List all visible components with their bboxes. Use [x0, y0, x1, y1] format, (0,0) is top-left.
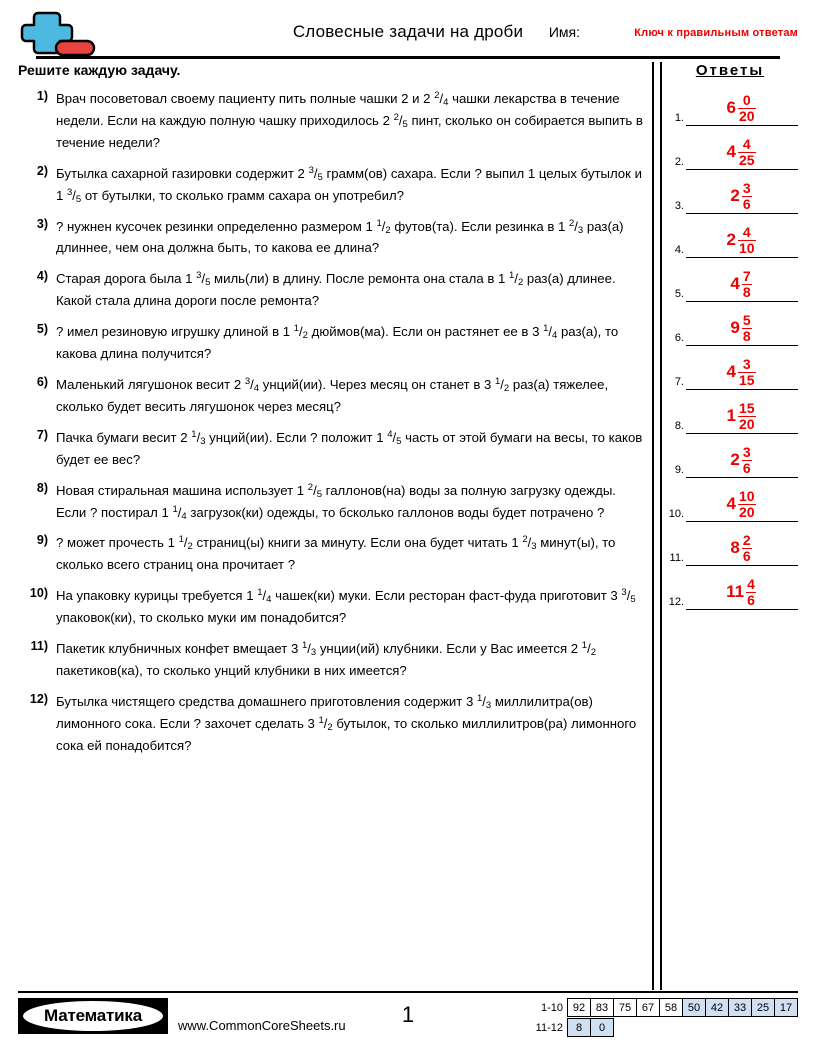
answer-index: 12. — [668, 596, 684, 608]
fraction-numerator: 1 — [494, 375, 501, 387]
fraction-numerator: 1 — [476, 692, 483, 704]
inline-fraction — [495, 377, 509, 394]
fraction-numerator: 2 — [434, 90, 440, 101]
fraction-slash: / — [514, 271, 518, 287]
answer-index: 7. — [674, 376, 684, 388]
answer-value — [686, 489, 796, 519]
score-cell: 0 — [590, 1018, 614, 1037]
inline-fraction — [245, 377, 259, 394]
stacked-fraction — [738, 489, 756, 519]
problem-text: Врач посоветовал своему пациенту пить полные чашки 2 и 2 $^2$/4 чашки лекарства в течение недели. Если на каждую полную чашку приходилось 2 $^2$/5 пинт, сколько он собирается выпить в течение недели? — [56, 90, 643, 150]
mixed-number — [726, 93, 755, 123]
score-row — [523, 1018, 798, 1037]
answer-row — [662, 258, 798, 302]
inline-fraction — [582, 641, 596, 658]
site-url: www.CommonCoreSheets.ru — [178, 1018, 346, 1033]
stacked-fraction — [742, 313, 752, 343]
answer-row — [662, 390, 798, 434]
problem-item — [18, 321, 646, 365]
fraction-numerator: 1 — [543, 323, 549, 335]
answer-row — [662, 302, 798, 346]
fraction-numerator: 2 — [393, 111, 399, 123]
fraction-numerator: 2 — [307, 481, 314, 493]
mixed-number — [730, 181, 751, 211]
problem-item — [18, 88, 646, 154]
problem-number: 5) — [36, 322, 48, 337]
fraction-numerator: 1 — [178, 534, 184, 546]
problem-text: Старая дорога была 1 $^3$/5 миль(ли) в длину. После ремонта она стала в 1 $^1$/2 раз(а) длинее. Какой стала длина дороги после ремонта? — [56, 270, 616, 309]
inline-fraction — [67, 188, 81, 205]
whole-part: 4 — [726, 142, 736, 162]
stacked-fraction — [738, 225, 756, 255]
fraction-denominator: 5 — [317, 171, 323, 183]
score-cell: 50 — [682, 998, 706, 1017]
footer-divider — [18, 991, 798, 993]
brand-label: Математика — [44, 1006, 142, 1025]
problem-item — [18, 480, 646, 524]
answer-index: 1. — [674, 112, 684, 124]
problem-number: 11) — [30, 639, 48, 654]
whole-part: 11 — [726, 582, 745, 602]
answer-value — [686, 445, 796, 475]
fraction-numerator: 1 — [191, 428, 197, 440]
fraction-slash: / — [299, 324, 303, 340]
fraction-denominator: 4 — [552, 330, 558, 342]
fraction-slash: / — [626, 588, 631, 604]
score-cell: 67 — [636, 998, 660, 1017]
fraction-slash: / — [72, 187, 76, 203]
fraction-numerator: 3 — [742, 444, 751, 461]
fraction-denominator: 3 — [310, 647, 317, 659]
fraction-numerator: 10 — [738, 488, 755, 505]
score-cell: 75 — [613, 998, 637, 1017]
fraction-denominator: 5 — [396, 435, 402, 447]
problem-number: 12) — [29, 691, 48, 706]
fraction-numerator: 4 — [738, 225, 756, 240]
score-cell: 83 — [590, 998, 614, 1017]
whole-part: 4 — [726, 494, 736, 514]
fraction-numerator: 2 — [569, 217, 575, 229]
inline-fraction — [294, 324, 308, 341]
whole-part: 4 — [726, 362, 736, 382]
problem-text: ? нужнен кусочек резинки определенно размером 1 $^1$/2 футов(та). Если резинка в 1 $^2$/3 раз(а) длиннее, чем она должна быть, то какова ее длина? — [56, 217, 624, 256]
answer-value — [686, 313, 796, 343]
fraction-denominator: 6 — [742, 195, 751, 212]
mixed-number — [726, 489, 755, 519]
inline-fraction — [191, 430, 205, 447]
fraction-denominator: 8 — [742, 283, 751, 300]
inline-fraction — [302, 641, 316, 658]
problem-text: Пачка бумаги весит 2 $^1$/3 унций(ии). Если ? положит 1 $^4$/5 часть от этой бумаги на весы, то каков будет ее вес? — [56, 428, 643, 467]
fraction-denominator: 2 — [503, 382, 510, 394]
whole-part: 9 — [730, 318, 740, 338]
problem-text: Маленький лягушонок весит 2 $^3$/4 унций(ии). Через месяц он станет в 3 $^1$/2 раз(а) тяжелее, сколько будет весить лягушонок через месяц? — [56, 375, 609, 414]
fraction-denominator: 2 — [590, 647, 596, 659]
score-cell: 17 — [774, 998, 798, 1017]
answer-row — [662, 434, 798, 478]
answer-index: 3. — [674, 200, 684, 212]
fraction-numerator: 1 — [293, 323, 300, 335]
answer-value — [686, 269, 796, 299]
fraction-numerator: 3 — [742, 180, 751, 197]
fraction-denominator: 20 — [738, 107, 755, 124]
mixed-number — [730, 445, 751, 475]
answer-index: 11. — [669, 552, 684, 564]
fraction-denominator: 5 — [75, 193, 82, 205]
fraction-slash: / — [307, 641, 311, 657]
fraction-slash: / — [548, 324, 552, 340]
problem-number: 10) — [29, 586, 48, 601]
problem-text: На упаковку курицы требуется 1 $^1$/4 чашек(ки) муки. Если ресторан фаст-фуда приготовит 3 $^3$/5 упаковок(ки), то сколько муки им понадобится? — [56, 587, 636, 626]
answer-row — [662, 82, 798, 126]
fraction-denominator: 5 — [316, 488, 323, 500]
inline-fraction — [509, 271, 523, 288]
fraction-slash: / — [482, 693, 486, 709]
stacked-fraction — [746, 577, 756, 607]
answer-rule — [686, 609, 798, 610]
fraction-denominator: 3 — [531, 541, 537, 553]
answer-index: 5. — [674, 288, 684, 300]
fraction-denominator: 20 — [738, 503, 755, 520]
problem-item — [18, 638, 646, 682]
page-number: 1 — [401, 1002, 415, 1027]
fraction-denominator: 4 — [253, 382, 260, 394]
problem-item — [18, 691, 646, 757]
fraction-denominator: 6 — [742, 547, 751, 564]
fraction-numerator: 3 — [244, 375, 251, 387]
problem-text: Бутылка сахарной газировки содержит 2 $^3$/5 грамм(ов) сахара. Если ? выпил 1 целых бутылок и 1 $^3$/5 от бутылки, то сколько грамм сахара он употребил? — [56, 164, 642, 205]
problem-item — [18, 268, 646, 312]
fraction-denominator: 2 — [385, 224, 391, 236]
answers-column — [662, 62, 798, 610]
fraction-denominator: 2 — [327, 721, 333, 733]
score-cell: 42 — [705, 998, 729, 1017]
fraction-denominator: 6 — [747, 591, 755, 608]
inline-fraction — [257, 588, 271, 605]
fraction-numerator: 1 — [376, 217, 382, 229]
fraction-denominator: 4 — [266, 594, 272, 606]
problem-number: 4) — [36, 269, 48, 284]
inline-fraction — [477, 694, 491, 711]
fraction-slash: / — [313, 482, 317, 498]
fraction-numerator: 4 — [387, 428, 393, 440]
inline-fraction — [387, 430, 401, 447]
page-title: Словесные задачи на дроби — [292, 22, 524, 41]
answer-row — [662, 126, 798, 170]
score-cell: 58 — [659, 998, 683, 1017]
fraction-numerator: 3 — [308, 164, 314, 176]
score-row-label: 1-10 — [540, 1001, 563, 1014]
instructions: Решите каждую задачу. — [18, 62, 181, 78]
fraction-denominator: 5 — [402, 118, 408, 130]
column-divider — [652, 62, 662, 990]
fraction-slash: / — [313, 165, 318, 181]
fraction-slash: / — [177, 504, 182, 520]
fraction-numerator: 3 — [67, 186, 73, 198]
fraction-numerator: 3 — [196, 270, 202, 282]
problem-text: Бутылка чистящего средства домашнего приготовления содержит 3 $^1$/3 миллилитра(ов) лимонного сока. Если ? захочет сделать 3 $^1$/2 бутылок, то сколько миллилитров(ра) лимонного сока ей понадобится? — [56, 692, 637, 753]
problem-text: Новая стиральная машина использует 1 $^2$/5 галлонов(на) воды за полную загрузку одежды. Если ? постирал 1 $^1$/4 загрузок(ки) одежды, то бсколько галлонов воды будет потрачено ? — [56, 481, 616, 522]
stacked-fraction — [738, 93, 756, 123]
problem-number: 2) — [36, 163, 48, 178]
inline-fraction — [543, 324, 557, 341]
score-row — [523, 998, 798, 1017]
inline-fraction — [394, 113, 408, 130]
problem-item — [18, 163, 646, 207]
problem-number: 3) — [36, 216, 48, 231]
stacked-fraction — [742, 181, 752, 211]
fraction-slash: / — [183, 535, 188, 551]
stacked-fraction — [738, 401, 756, 431]
problem-text: ? может прочесть 1 $^1$/2 страниц(ы) книги за минуту. Если она будет читать 1 $^2$/3 минут(ы), то сколько всего страниц она прочитает ? — [56, 534, 616, 573]
fraction-denominator: 4 — [181, 510, 187, 522]
problem-item — [18, 585, 646, 629]
fraction-numerator: 4 — [738, 137, 756, 152]
mixed-number — [730, 269, 751, 299]
answer-row — [662, 522, 798, 566]
fraction-denominator: 5 — [205, 277, 211, 289]
inline-fraction — [172, 505, 186, 522]
fraction-numerator: 2 — [742, 532, 751, 549]
fraction-numerator: 1 — [581, 640, 588, 652]
fraction-denominator: 8 — [742, 327, 751, 344]
whole-part: 2 — [730, 450, 740, 470]
fraction-numerator: 15 — [738, 400, 755, 417]
problem-number: 7) — [36, 427, 48, 442]
fraction-denominator: 15 — [738, 371, 755, 388]
answer-row — [662, 346, 798, 390]
fraction-slash: / — [262, 588, 267, 604]
stacked-fraction — [738, 137, 756, 167]
stacked-fraction — [742, 533, 752, 563]
mixed-number — [730, 533, 751, 563]
answer-value — [686, 401, 796, 431]
problem-item — [18, 374, 646, 418]
mixed-number — [726, 357, 755, 387]
whole-part: 1 — [726, 406, 736, 426]
mixed-number — [730, 313, 751, 343]
inline-fraction — [434, 91, 448, 108]
fraction-denominator: 2 — [302, 330, 308, 342]
problem-number: 1) — [36, 89, 48, 103]
score-cell: 8 — [567, 1018, 591, 1037]
fraction-denominator: 5 — [630, 594, 636, 606]
inline-fraction — [318, 716, 332, 733]
answer-value — [686, 357, 796, 387]
problem-item — [18, 216, 646, 260]
answers-rows — [662, 82, 798, 610]
inline-fraction — [522, 535, 536, 552]
answer-index: 2. — [674, 156, 684, 168]
fraction-slash: / — [381, 218, 386, 234]
answers-heading: Ответы — [695, 62, 765, 79]
answer-value — [686, 93, 796, 123]
stacked-fraction — [742, 445, 752, 475]
answer-value — [686, 181, 796, 211]
score-row-label: 11-12 — [535, 1021, 563, 1034]
whole-part: 6 — [726, 98, 736, 118]
fraction-denominator: 6 — [742, 459, 751, 476]
answer-row — [662, 170, 798, 214]
fraction-slash: / — [398, 112, 403, 128]
fraction-denominator: 3 — [485, 699, 492, 711]
fraction-denominator: 2 — [187, 541, 193, 553]
answer-row — [662, 566, 798, 610]
inline-fraction — [376, 219, 390, 236]
answer-key-badge: Ключ к правильным ответам — [634, 27, 798, 39]
score-cell: 33 — [728, 998, 752, 1017]
fraction-numerator: 2 — [522, 534, 528, 546]
fraction-denominator: 4 — [443, 97, 449, 108]
answer-value — [686, 533, 796, 563]
fraction-slash: / — [323, 715, 328, 731]
score-cells — [568, 998, 798, 1017]
fraction-numerator: 3 — [621, 587, 627, 599]
mixed-number — [726, 225, 755, 255]
worksheet-footer — [18, 996, 798, 1042]
score-cell: 92 — [567, 998, 591, 1017]
score-grid — [523, 998, 798, 1038]
problem-number: 8) — [36, 480, 48, 495]
fraction-slash: / — [439, 91, 444, 106]
fraction-denominator: 10 — [738, 239, 755, 256]
fraction-numerator: 7 — [742, 268, 751, 285]
fraction-numerator: 1 — [301, 640, 308, 652]
fraction-slash: / — [574, 218, 578, 234]
answer-index: 10. — [668, 508, 684, 520]
inline-fraction — [196, 271, 210, 288]
answer-index: 4. — [674, 244, 684, 256]
score-cell: 25 — [751, 998, 775, 1017]
mixed-number — [726, 577, 756, 607]
fraction-denominator: 25 — [738, 151, 755, 168]
fraction-numerator: 5 — [742, 312, 751, 329]
fraction-denominator: 2 — [517, 277, 524, 289]
fraction-numerator: 0 — [738, 93, 756, 108]
inline-fraction — [308, 483, 322, 500]
answer-value — [686, 225, 796, 255]
fraction-numerator: 3 — [738, 357, 756, 372]
whole-part: 2 — [726, 230, 736, 250]
answer-index: 8. — [674, 420, 684, 432]
answer-row — [662, 214, 798, 258]
fraction-slash: / — [527, 535, 532, 551]
fraction-numerator: 1 — [509, 270, 515, 282]
inline-fraction — [309, 166, 323, 183]
answer-row — [662, 478, 798, 522]
whole-part: 4 — [730, 274, 740, 294]
name-label: Имя: — [548, 24, 580, 40]
answer-value — [686, 577, 796, 607]
problem-text: ? имел резиновую игрушку длиной в 1 $^1$/2 дюймов(ма). Если он растянет ее в 3 $^1$/4 раз(а), то какова длина получится? — [56, 323, 619, 362]
mixed-number — [726, 401, 755, 431]
fraction-denominator: 3 — [200, 435, 206, 447]
fraction-slash: / — [392, 429, 397, 445]
fraction-slash: / — [196, 429, 201, 445]
fraction-slash: / — [250, 376, 254, 392]
fraction-numerator: 4 — [747, 576, 755, 593]
answer-value — [686, 137, 796, 167]
problem-text: Пакетик клубничных конфет вмещает 3 $^1$/3 унции(ий) клубники. Если у Вас имеется 2 $^1$/2 пакетиков(ка), то сколько унций клубники в них имеется? — [56, 640, 596, 678]
whole-part: 2 — [730, 186, 740, 206]
stacked-fraction — [742, 269, 752, 299]
problem-number: 9) — [36, 533, 48, 548]
problem-item — [18, 532, 646, 576]
inline-fraction — [569, 219, 583, 236]
problem-item — [18, 427, 646, 471]
whole-part: 8 — [730, 538, 740, 558]
inline-fraction — [179, 535, 193, 552]
fraction-numerator: 1 — [318, 714, 324, 726]
fraction-denominator: 3 — [577, 224, 584, 236]
fraction-numerator: 1 — [257, 587, 263, 599]
fraction-slash: / — [500, 376, 504, 392]
stacked-fraction — [738, 357, 756, 387]
score-cells — [568, 1018, 614, 1037]
fraction-slash: / — [587, 641, 591, 657]
inline-fraction — [621, 588, 635, 605]
problem-number: 6) — [36, 374, 48, 389]
mixed-number — [726, 137, 755, 167]
header-divider — [36, 56, 780, 59]
fraction-denominator: 20 — [738, 415, 755, 432]
answer-index: 6. — [674, 332, 684, 344]
worksheet-header — [18, 0, 798, 56]
fraction-numerator: 1 — [172, 503, 178, 515]
answer-index: 9. — [674, 464, 684, 476]
problems-list — [18, 88, 646, 766]
fraction-slash: / — [201, 271, 206, 287]
